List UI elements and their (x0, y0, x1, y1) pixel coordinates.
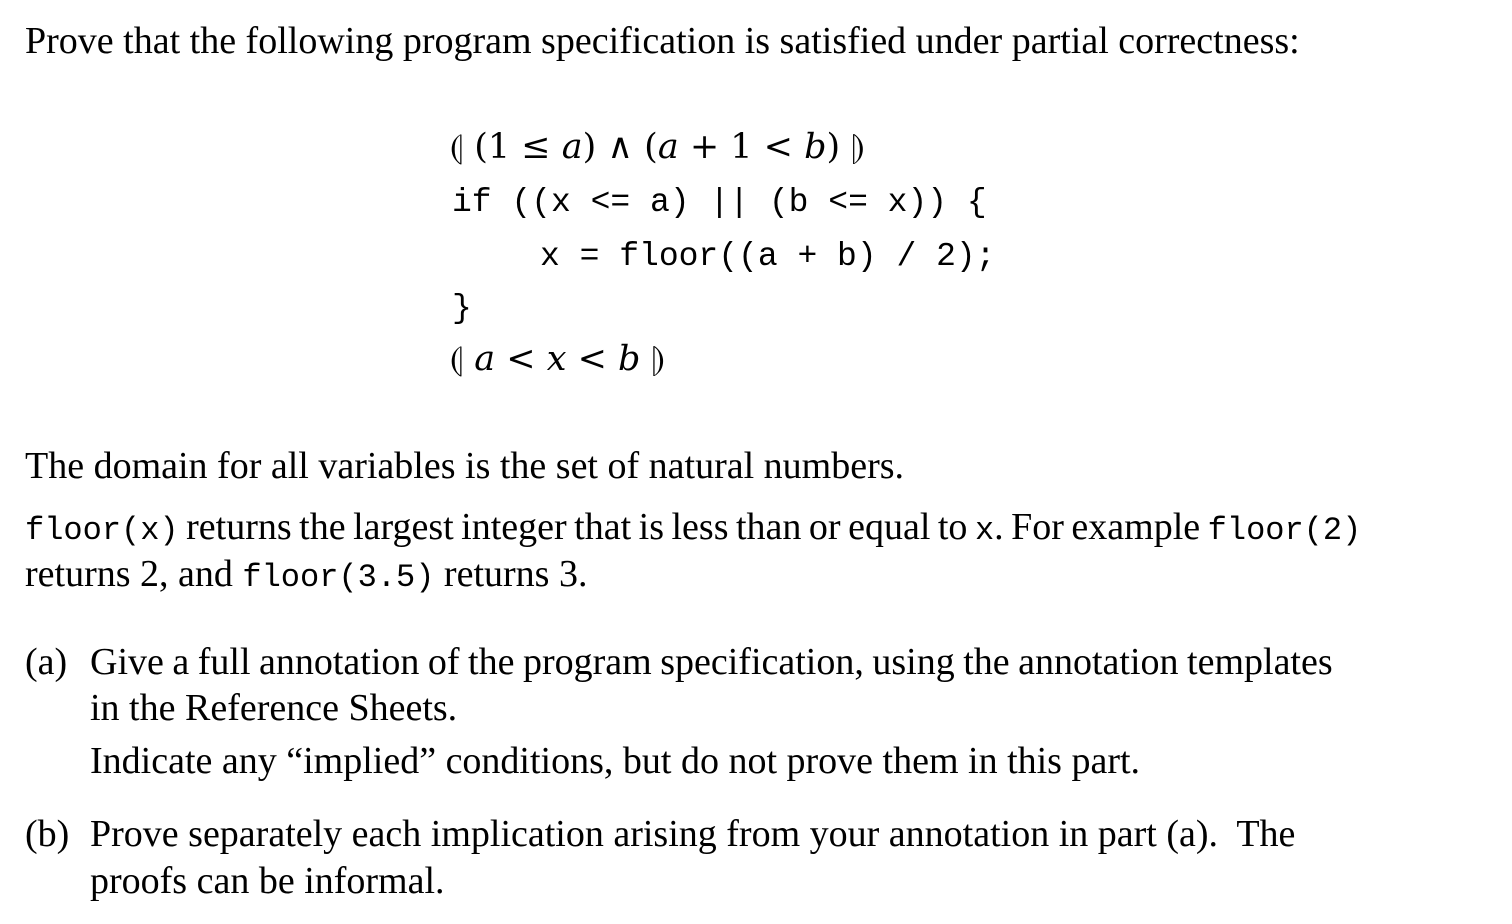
floor-example-1: floor(2) (1207, 512, 1362, 549)
floor-text-2: . For example (994, 506, 1208, 548)
floor-note-line2 (25, 555, 587, 594)
floor-var: x (974, 512, 995, 549)
floor-fn: floor(x) (25, 512, 179, 549)
part-b-line2: proofs can be informal. (90, 860, 445, 902)
postcondition: ⦇ a < x < b ⦈ (450, 339, 665, 379)
part-b-label: (b) (25, 813, 70, 855)
floor-text-3: returns 2, and (25, 553, 243, 595)
part-a-label: (a) (25, 641, 68, 683)
precondition: ⦇ (1 ≤ a) ∧ (a + 1 < b) ⦈ (450, 127, 865, 167)
intro-text: Prove that the following program specification is satisfied under partial correctness: (25, 20, 1300, 62)
floor-text-1: returns the largest integer that is less than or equal to (178, 506, 975, 548)
closing-brace: } (452, 290, 472, 327)
domain-note: The domain for all variables is the set of natural numbers. (25, 445, 905, 487)
assignment-statement: x = floor((a + b) / 2); (540, 238, 996, 275)
part-a-line2: in the Reference Sheets. (90, 687, 458, 729)
part-a-line3: Indicate any “implied” conditions, but do not prove them in this part. (90, 740, 1141, 782)
floor-example-2: floor(3.5) (242, 559, 435, 596)
part-a-line1: Give a full annotation of the program specification, using the annotation templates (90, 641, 1333, 683)
part-b-line1: Prove separately each implication arising from your annotation in part (a). The (90, 813, 1296, 855)
floor-note-line1 (25, 508, 1361, 547)
if-statement: if ((x <= a) || (b <= x)) { (452, 184, 987, 221)
floor-text-4: returns 3. (434, 553, 588, 595)
